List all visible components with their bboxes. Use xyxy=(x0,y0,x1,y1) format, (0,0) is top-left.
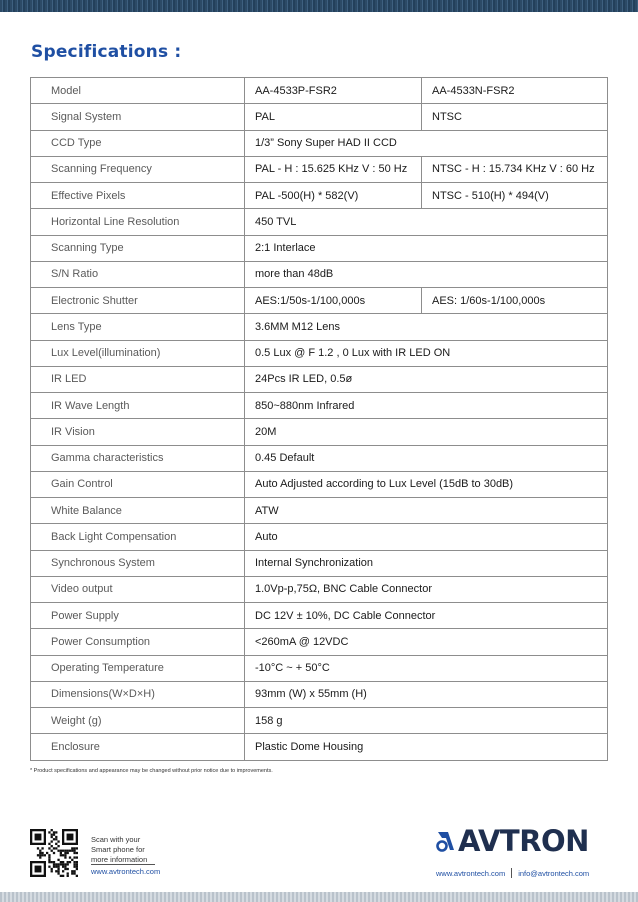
spec-row xyxy=(31,681,608,707)
spec-label: Power Consumption xyxy=(31,629,245,655)
contact-email-link[interactable]: info@avtrontech.com xyxy=(518,868,590,878)
spec-value: 3.6MM M12 Lens xyxy=(245,314,608,340)
spec-label: IR Wave Length xyxy=(31,393,245,419)
spec-label: Enclosure xyxy=(31,734,245,760)
spec-value: AA-4533P-FSR2 xyxy=(245,78,422,104)
spec-row xyxy=(31,550,608,576)
spec-value: 20M xyxy=(245,419,608,445)
spec-label: IR LED xyxy=(31,366,245,392)
spec-value-alt: NTSC - H : 15.734 KHz V : 60 Hz xyxy=(422,156,608,182)
brand-name: AVTRON xyxy=(458,824,589,858)
page-title: Specifications : xyxy=(31,42,182,62)
footnote: * Product specifications and appearance may be changed without prior notice due to improvements. xyxy=(30,768,273,774)
spec-label: IR Vision xyxy=(31,419,245,445)
spec-row xyxy=(31,183,608,209)
contact-separator xyxy=(511,868,512,878)
spec-label: Power Supply xyxy=(31,603,245,629)
spec-value: 158 g xyxy=(245,708,608,734)
spec-label: Lux Level(illumination) xyxy=(31,340,245,366)
spec-label: Model xyxy=(31,78,245,104)
spec-row xyxy=(31,209,608,235)
spec-label: S/N Ratio xyxy=(31,261,245,287)
spec-value: Auto Adjusted according to Lux Level (15dB to 30dB) xyxy=(245,471,608,497)
scan-line-1: Scan with your xyxy=(91,835,141,844)
spec-value: PAL -500(H) * 582(V) xyxy=(245,183,422,209)
spec-value: Plastic Dome Housing xyxy=(245,734,608,760)
spec-row xyxy=(31,366,608,392)
spec-row xyxy=(31,314,608,340)
spec-label: Video output xyxy=(31,576,245,602)
spec-row xyxy=(31,629,608,655)
spec-label: CCD Type xyxy=(31,130,245,156)
spec-row xyxy=(31,288,608,314)
spec-value: 0.5 Lux @ F 1.2 , 0 Lux with IR LED ON xyxy=(245,340,608,366)
spec-value: 2:1 Interlace xyxy=(245,235,608,261)
spec-row xyxy=(31,603,608,629)
brand-logo xyxy=(436,826,589,856)
spec-value: -10°C ~ + 50°C xyxy=(245,655,608,681)
bottom-decorative-band xyxy=(0,892,638,902)
spec-row xyxy=(31,235,608,261)
spec-value-alt: NTSC - 510(H) * 494(V) xyxy=(422,183,608,209)
top-decorative-band xyxy=(0,0,638,12)
spec-row xyxy=(31,340,608,366)
spec-label: Horizontal Line Resolution xyxy=(31,209,245,235)
spec-label: Back Light Compensation xyxy=(31,524,245,550)
spec-value: 93mm (W) x 55mm (H) xyxy=(245,681,608,707)
spec-label: Signal System xyxy=(31,104,245,130)
spec-value: PAL xyxy=(245,104,422,130)
spec-label: White Balance xyxy=(31,498,245,524)
spec-value: 1/3” Sony Super HAD II CCD xyxy=(245,130,608,156)
spec-row xyxy=(31,524,608,550)
spec-label: Scanning Type xyxy=(31,235,245,261)
spec-row xyxy=(31,156,608,182)
scan-instructions xyxy=(91,835,161,865)
spec-label: Effective Pixels xyxy=(31,183,245,209)
spec-value: more than 48dB xyxy=(245,261,608,287)
spec-value: AES:1/50s-1/100,000s xyxy=(245,288,422,314)
spec-row xyxy=(31,393,608,419)
scan-line-3: more information xyxy=(91,855,148,864)
spec-row xyxy=(31,708,608,734)
spec-value: PAL - H : 15.625 KHz V : 50 Hz xyxy=(245,156,422,182)
spec-value: 1.0Vp-p,75Ω, BNC Cable Connector xyxy=(245,576,608,602)
spec-label: Scanning Frequency xyxy=(31,156,245,182)
scan-divider xyxy=(91,864,155,865)
contact-info xyxy=(436,868,589,878)
spec-value: 24Pcs IR LED, 0.5ø xyxy=(245,366,608,392)
spec-label: Operating Temperature xyxy=(31,655,245,681)
qr-code-icon xyxy=(30,829,78,877)
spec-row xyxy=(31,104,608,130)
spec-row xyxy=(31,471,608,497)
spec-label: Synchronous System xyxy=(31,550,245,576)
spec-row xyxy=(31,655,608,681)
spec-value: 0.45 Default xyxy=(245,445,608,471)
spec-row xyxy=(31,261,608,287)
spec-row xyxy=(31,78,608,104)
spec-label: Gain Control xyxy=(31,471,245,497)
spec-value: 850~880nm Infrared xyxy=(245,393,608,419)
avtron-logo-icon xyxy=(436,826,458,856)
spec-row xyxy=(31,445,608,471)
specifications-table xyxy=(30,77,608,761)
spec-value: Auto xyxy=(245,524,608,550)
scan-line-2: Smart phone for xyxy=(91,845,145,854)
scan-url-link[interactable]: www.avtrontech.com xyxy=(91,867,161,876)
spec-value-alt: AES: 1/60s-1/100,000s xyxy=(422,288,608,314)
spec-row xyxy=(31,734,608,760)
spec-label: Gamma characteristics xyxy=(31,445,245,471)
spec-value-alt: NTSC xyxy=(422,104,608,130)
specifications-table-body xyxy=(31,78,608,761)
spec-value-alt: AA-4533N-FSR2 xyxy=(422,78,608,104)
spec-value: ATW xyxy=(245,498,608,524)
spec-value: <260mA @ 12VDC xyxy=(245,629,608,655)
spec-row xyxy=(31,130,608,156)
spec-row xyxy=(31,576,608,602)
spec-value: 450 TVL xyxy=(245,209,608,235)
spec-value: Internal Synchronization xyxy=(245,550,608,576)
spec-row xyxy=(31,498,608,524)
spec-value: DC 12V ± 10%, DC Cable Connector xyxy=(245,603,608,629)
spec-row xyxy=(31,419,608,445)
spec-label: Lens Type xyxy=(31,314,245,340)
spec-label: Weight (g) xyxy=(31,708,245,734)
spec-label: Dimensions(W×D×H) xyxy=(31,681,245,707)
spec-label: Electronic Shutter xyxy=(31,288,245,314)
contact-website-link[interactable]: www.avtrontech.com xyxy=(436,868,506,878)
